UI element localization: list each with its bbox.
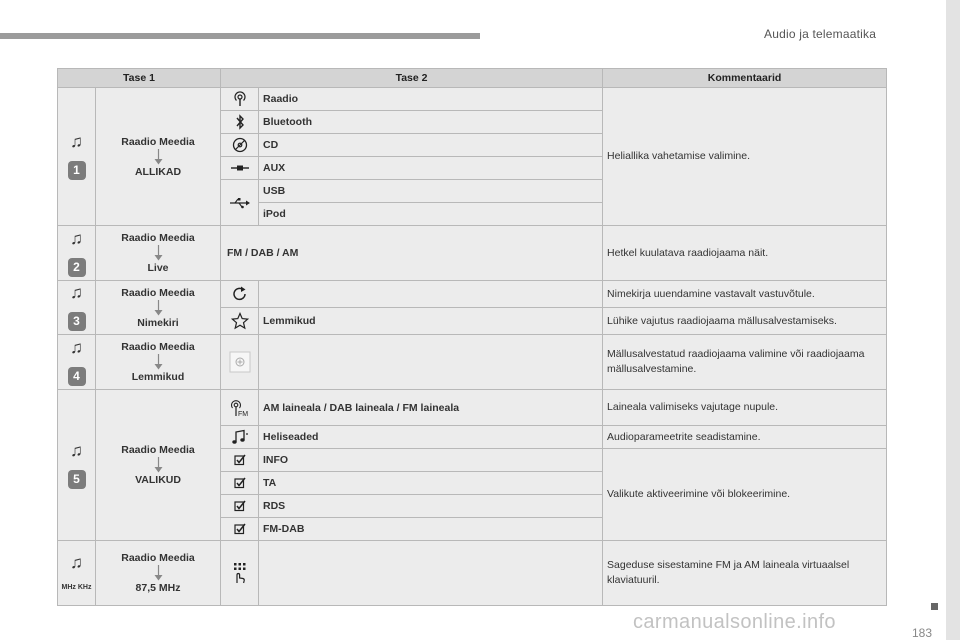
memory-icon [221, 335, 259, 390]
svg-text:FM: FM [237, 410, 248, 418]
level2-keypad [259, 541, 603, 606]
page-number: 183 [912, 626, 933, 640]
music-note-icon: ♫ [70, 283, 83, 302]
checkbox-icon [221, 518, 259, 541]
usb-icon [221, 180, 259, 226]
level2-cd: CD [259, 134, 603, 157]
comment-memory: Mällusalvestatud raadiojaama valimine või raadiojaama mällusalvestamine. [603, 335, 887, 390]
comment-source-select: Heliallika vahetamise valimine. [603, 88, 887, 226]
level2-fm-dab-am: FM / DAB / AM [221, 226, 603, 281]
header-bar [0, 33, 480, 39]
fm-antenna-icon [221, 390, 259, 426]
group-4-number-cell [58, 335, 96, 390]
level2-raadio: Raadio [259, 88, 603, 111]
group-2-level1: Raadio Meedia Live [96, 226, 221, 281]
group-number-badge: 4 [68, 367, 86, 386]
level2-lemmikud: Lemmikud [259, 308, 603, 335]
level2-refresh [259, 281, 603, 308]
arrow-down-icon [154, 300, 163, 316]
keypad-icon [221, 541, 259, 606]
arrow-down-icon [154, 457, 163, 473]
page-header-title: Audio ja telemaatika [764, 27, 877, 41]
mhz-khz-icon: MHz KHz [61, 584, 92, 591]
music-settings-icon [221, 426, 259, 449]
music-note-icon: ♫ [70, 553, 83, 572]
checkbox-icon [221, 495, 259, 518]
group-6-number-cell [58, 541, 96, 606]
group-5-level1: Raadio Meedia VALIKUD [96, 390, 221, 541]
arrow-down-icon [154, 354, 163, 370]
bluetooth-icon [221, 111, 259, 134]
group-number-badge: 5 [68, 470, 86, 489]
level2-rds: RDS [259, 495, 603, 518]
group-5-number-cell [58, 390, 96, 541]
group-1-level1: Raadio Meedia ALLIKAD [96, 88, 221, 226]
comment-heliseaded: Audioparameetrite seadistamine. [603, 426, 887, 449]
comment-lemmikud: Lühike vajutus raadiojaama mällusalvestamiseks. [603, 308, 887, 335]
watermark: carmanualsonline.info [633, 611, 836, 633]
level2-bluetooth: Bluetooth [259, 111, 603, 134]
group-2-number-cell [58, 226, 96, 281]
header-tase-2: Tase 2 [221, 69, 603, 88]
music-note-icon: ♫ [70, 132, 83, 151]
group-1-number-cell [58, 88, 96, 226]
group-4-level1: Raadio Meedia Lemmikud [96, 335, 221, 390]
group-3-number-cell [58, 281, 96, 335]
music-note-icon: ♫ [70, 337, 83, 357]
arrow-down-icon [154, 565, 163, 581]
comment-keypad: Sageduse sisestamine FM ja AM laineala virtuaalsel klaviatuuril. [603, 541, 887, 606]
group-6-level1: Raadio Meedia 87,5 MHz [96, 541, 221, 606]
level2-usb: USB [259, 180, 603, 203]
music-note-icon: ♫ [70, 440, 83, 460]
level2-memory [259, 335, 603, 390]
cd-icon [221, 134, 259, 157]
music-note-icon: ♫ [70, 228, 83, 248]
level2-info: INFO [259, 449, 603, 472]
comment-live: Hetkel kuulatava raadiojaama näit. [603, 226, 887, 281]
level2-fm-dab: FM-DAB [259, 518, 603, 541]
checkbox-icon [221, 449, 259, 472]
square-marker [931, 603, 938, 610]
header-kommentaarid: Kommentaarid [603, 69, 887, 88]
aux-icon [221, 157, 259, 180]
group-3-level1: Raadio Meedia Nimekiri [96, 281, 221, 335]
menu-table [57, 68, 887, 606]
group-number-badge: 1 [68, 161, 86, 180]
level2-heliseaded: Heliseaded [259, 426, 603, 449]
star-icon [221, 308, 259, 335]
level2-band-select: AM laineala / DAB laineala / FM laineala [259, 390, 603, 426]
refresh-icon [221, 281, 259, 308]
group-number-badge: 2 [68, 258, 86, 277]
arrow-down-icon [154, 149, 163, 165]
level2-ta: TA [259, 472, 603, 495]
side-strip [946, 0, 960, 640]
arrow-down-icon [154, 245, 163, 261]
level2-ipod: iPod [259, 203, 603, 226]
comment-band-select: Laineala valimiseks vajutage nupule. [603, 390, 887, 426]
level2-aux: AUX [259, 157, 603, 180]
header-tase-1: Tase 1 [58, 69, 221, 88]
group-number-badge: 3 [68, 312, 86, 331]
comment-options: Valikute aktiveerimine või blokeerimine. [603, 449, 887, 541]
checkbox-icon [221, 472, 259, 495]
comment-refresh: Nimekirja uuendamine vastavalt vastuvõtule. [603, 281, 887, 308]
radio-icon [221, 88, 259, 111]
